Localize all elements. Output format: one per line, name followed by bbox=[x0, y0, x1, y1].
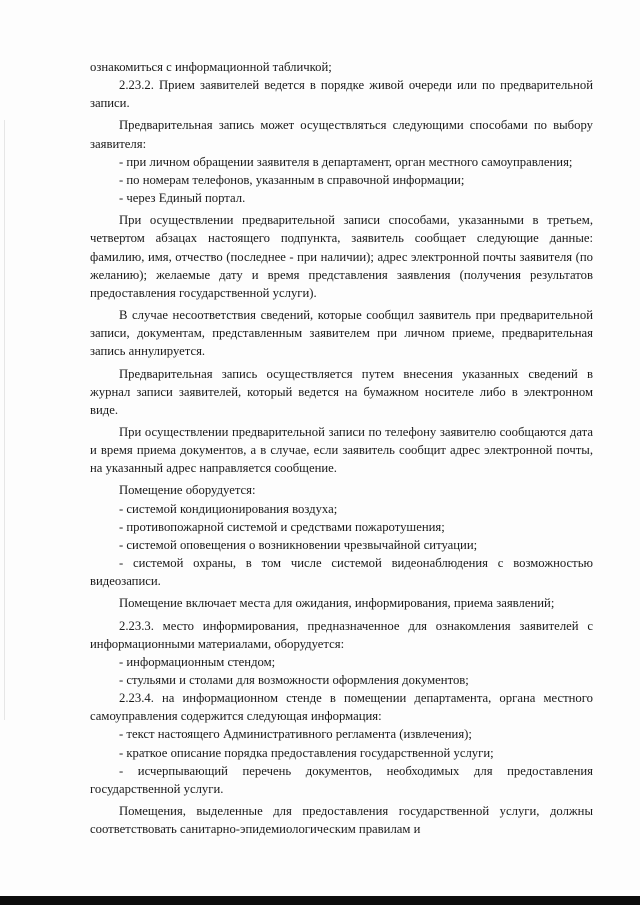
paragraph-0: ознакомиться с информационной табличкой; bbox=[90, 60, 332, 74]
paragraph-11: - системой кондиционирования воздуха; bbox=[119, 501, 338, 516]
paragraph-12: - противопожарной системой и средствами пожаротушения; bbox=[119, 519, 445, 534]
paragraph-5: - через Единый портал. bbox=[119, 191, 246, 206]
paragraph-16: 2.23.3. место информирования, предназначенное для ознакомления заявителей с информационными материалами, оборудуется: bbox=[90, 618, 593, 651]
paragraph-13: - системой оповещения о возникновении чрезвычайной ситуации; bbox=[119, 537, 478, 552]
paragraph-7: В случае несоответствия сведений, которые сообщил заявитель при предварительной записи, документам, представленным заявителем при личном приеме, предварительная запись аннулируется. bbox=[90, 308, 593, 359]
paragraph-1: 2.23.2. Прием заявителей ведется в порядке живой очереди или по предварительной записи. bbox=[90, 78, 593, 111]
scan-bottom-border bbox=[0, 896, 640, 905]
paragraph-22: - исчерпывающий перечень документов, необходимых для предоставления государственной услуги. bbox=[90, 763, 593, 796]
paragraph-2: Предварительная запись может осуществляться следующими способами по выбору заявителя: bbox=[90, 118, 593, 151]
paragraph-19: 2.23.4. на информационном стенде в помещении департамента, органа местного самоуправления содержится следующая информация: bbox=[90, 691, 593, 724]
paragraph-18: - стульями и столами для возможности оформления документов; bbox=[119, 673, 469, 687]
paragraph-9: При осуществлении предварительной записи по телефону заявителю сообщаются дата и время приема документов, а в случае, если заявитель сообщит адрес электронной почты, на указанный адрес направляется сообщение. bbox=[90, 424, 593, 476]
paragraph-23: Помещения, выделенные для предоставления государственной услуги, должны соответствовать санитарно-эпидемиологическим правилам и bbox=[90, 804, 593, 837]
paragraph-20: - текст настоящего Административного регламента (извлечения); bbox=[119, 727, 472, 742]
paragraph-6: При осуществлении предварительной записи способами, указанными в третьем, четвертом абзацах настоящего подпункта, заявитель сообщает следующие данные: фамилию, имя, отчество (последнее - при наличии); адрес электронной почты заявителя (по желанию); желаемые дату и время представления заявления (получения результатов предоставления государственной услуги). bbox=[90, 213, 593, 300]
paragraph-15: Помещение включает места для ожидания, информирования, приема заявлений; bbox=[119, 596, 555, 611]
paragraph-3: - при личном обращении заявителя в департамент, орган местного самоуправления; bbox=[119, 154, 573, 169]
paragraph-8: Предварительная запись осуществляется путем внесения указанных сведений в журнал записи заявителей, который ведется на бумажном носителе либо в электронном виде. bbox=[90, 366, 593, 417]
paragraph-10: Помещение оборудуется: bbox=[119, 483, 256, 498]
paragraph-4: - по номерам телефонов, указанным в справочной информации; bbox=[119, 172, 465, 187]
paragraph-17: - информационным стендом; bbox=[119, 654, 276, 669]
scan-edge-line bbox=[4, 120, 5, 720]
paragraph-14: - системой охраны, в том числе системой видеонаблюдения с возможностью видеозаписи. bbox=[90, 556, 593, 589]
document-body bbox=[90, 58, 593, 838]
paragraph-21: - краткое описание порядка предоставления государственной услуги; bbox=[119, 745, 494, 760]
